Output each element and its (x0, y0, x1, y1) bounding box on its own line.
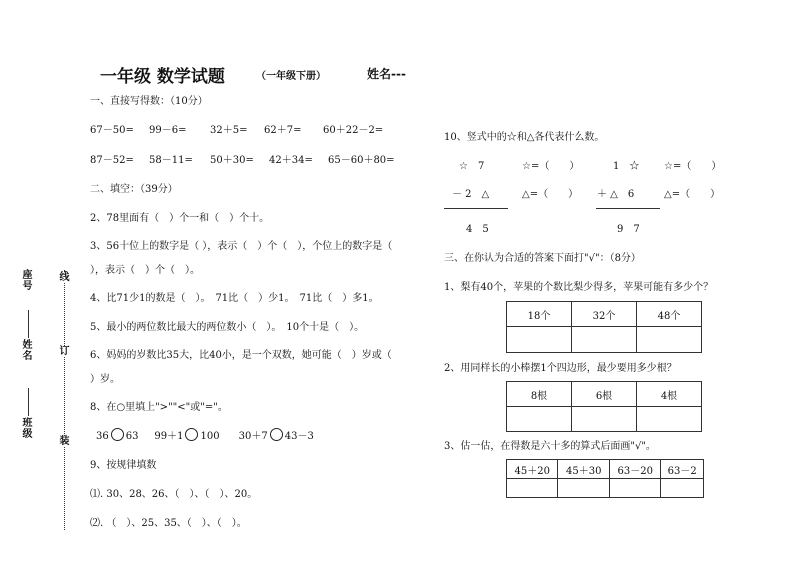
binding-ding: 订 (59, 346, 70, 357)
answer-option: 4根 (637, 382, 702, 407)
question-3: 3、56十位上的数字是（ ），表示（ ）个（ ），个位上的数字是（ (90, 241, 393, 252)
question-9a: ⑴. 30、28、26、（ ）、（ ）、20。 (90, 489, 258, 500)
answer-check-cell[interactable] (609, 479, 660, 498)
answer-check-cell[interactable] (572, 327, 637, 353)
section3-question-3: 3、估一估，在得数是六十多的算式后面画"√"。 (444, 441, 656, 452)
binding-xian: 线 (59, 272, 70, 283)
compare-right: 63 (125, 431, 139, 442)
answer-option: 48个 (637, 302, 702, 327)
compare-row (96, 427, 314, 442)
answer-option: 45＋20 (507, 460, 558, 479)
page-subtitle: （一年级下册） (256, 71, 326, 82)
answer-table-1 (506, 301, 702, 353)
calc-item: 62＋7= (264, 125, 302, 136)
question-6-cont: ）岁。 (90, 374, 120, 385)
binding-zhuang: 装 (59, 436, 70, 447)
section2-heading: 二、填空：（39分） (90, 184, 178, 195)
question-4: 4、比71少1的数是（ ）。 71比（ ）少1。 71比（ ）多1。 (90, 293, 379, 304)
answer-table-3 (506, 459, 704, 498)
vertical-right-row1: 1 ☆ (613, 161, 640, 172)
binding-class-label: 班级 (22, 418, 33, 440)
vertical-left-rule (444, 208, 508, 209)
section3-question-2: 2、用同样长的小棒摆1个四边形，最少要用多少根？ (444, 363, 677, 374)
calc-item: 50＋30= (210, 155, 254, 166)
compare-circle[interactable] (185, 428, 198, 441)
section3-question-1: 1、梨有40个，苹果的个数比梨少得多，苹果可能有多少个？ (444, 282, 714, 293)
answer-check-cell[interactable] (661, 479, 704, 498)
name-underline (28, 310, 29, 338)
calc-item: 32＋5= (210, 125, 248, 136)
question-9b: ⑵. （ ）、25、35、（ ）、（ ）。 (90, 518, 247, 529)
question-3-cont: ），表示（ ）个（ ）。 (90, 265, 200, 276)
answer-option: 32个 (572, 302, 637, 327)
answer-check-cell[interactable] (572, 407, 637, 432)
question-10: 10、竖式中的☆和△各代表什么数。 (444, 132, 605, 143)
vertical-right-rule (596, 208, 660, 209)
compare-right: 100 (200, 431, 220, 442)
vertical-left-row1: ☆ 7 (459, 161, 485, 172)
question-2: 2、78里面有（ ）个一和（ ）个十。 (90, 213, 270, 224)
compare-circle[interactable] (270, 428, 283, 441)
answer-check-cell[interactable] (507, 407, 572, 432)
student-name-label: 姓名--- (367, 67, 406, 81)
compare-left: 30＋7 (238, 431, 268, 442)
calc-item: 58－11= (149, 155, 193, 166)
binding-name-label: 姓名 (22, 340, 33, 362)
calc-item: 42＋34= (269, 155, 313, 166)
vertical-left-row2: － 2 △ (452, 189, 490, 200)
left-triangle-answer: △=（ ） (522, 189, 579, 200)
left-star-answer: ☆=（ ） (522, 161, 580, 172)
answer-option: 6根 (572, 382, 637, 407)
right-star-answer: ☆=（ ） (664, 161, 722, 172)
answer-option: 63－2 (661, 460, 704, 479)
section1-heading: 一、直接写得数：（10分） (90, 96, 208, 107)
question-5: 5、最小的两位数比最大的两位数小（ ）。 10个十是（ ）。 (90, 322, 365, 333)
answer-option: 45＋30 (558, 460, 609, 479)
question-9: 9、按规律填数 (90, 460, 157, 471)
compare-left: 99＋1 (154, 431, 184, 442)
answer-table-2 (506, 381, 702, 432)
answer-check-cell[interactable] (637, 327, 702, 353)
calc-item: 65－60＋80= (328, 155, 395, 166)
answer-option: 63－20 (609, 460, 660, 479)
answer-option: 8根 (507, 382, 572, 407)
vertical-right-row2: ＋ △ 6 (597, 189, 635, 200)
answer-check-cell[interactable] (637, 407, 702, 432)
compare-right: 43－3 (284, 431, 314, 442)
section3-heading: 三、在你认为合适的答案下面打"√"：（8分） (444, 253, 641, 264)
binding-dotted-line (64, 270, 65, 530)
question-8: 8、在○里填上">""<"或"="。 (90, 402, 228, 413)
page-title: 一年级 数学试题 (100, 67, 225, 87)
calc-item: 67－50= (90, 125, 134, 136)
calc-item: 87－52= (90, 155, 134, 166)
vertical-right-result: 9 7 (617, 224, 640, 235)
vertical-left-result: 4 5 (466, 224, 489, 235)
answer-check-cell[interactable] (507, 327, 572, 353)
calc-item: 99－6= (149, 125, 187, 136)
binding-seat-label: 座号 (22, 270, 33, 292)
answer-option: 18个 (507, 302, 572, 327)
class-underline (28, 388, 29, 416)
right-triangle-answer: △=（ ） (664, 189, 721, 200)
calc-item: 60＋22－2= (323, 125, 384, 136)
compare-left: 36 (96, 431, 109, 442)
question-6: 6、妈妈的岁数比35大，比40小，是一个双数，她可能（ ）岁或（ (90, 350, 392, 361)
answer-check-cell[interactable] (558, 479, 609, 498)
answer-check-cell[interactable] (507, 479, 558, 498)
compare-circle[interactable] (111, 428, 124, 441)
